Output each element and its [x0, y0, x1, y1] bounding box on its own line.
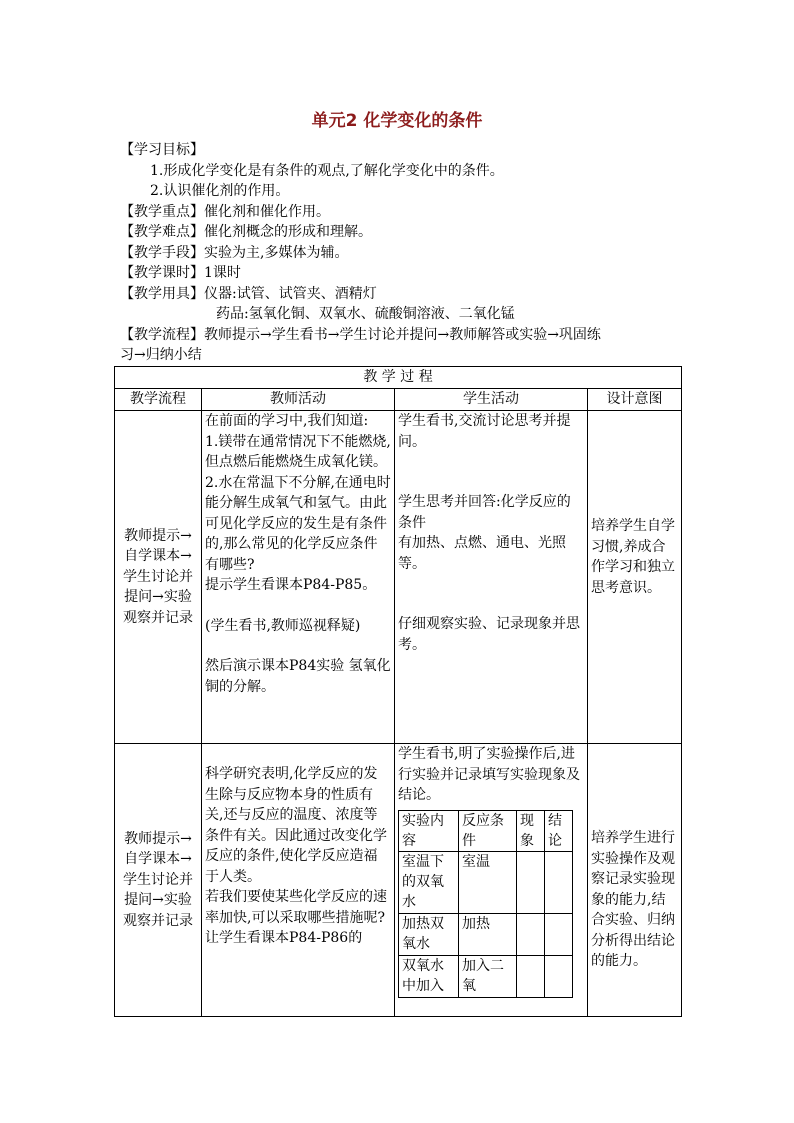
row1-teacher-text: 在前面的学习中,我们知道: [205, 413, 369, 429]
process-table [114, 366, 682, 1017]
teaching-flow-line1: 【教学流程】教师提示→学生看书→学生讨论并提问→教师解答或实验→巩固练 [120, 326, 601, 343]
objectives-label: 【学习目标】 [120, 142, 204, 158]
table-row [115, 411, 682, 744]
row2-student-text: 学生看书,明了实验操作后,进行实验并记录填写实验现象及结论。 [398, 746, 580, 803]
inner-cell: 室温下的双氧水 [399, 851, 459, 913]
inner-cell [545, 913, 573, 955]
row2-intent [588, 744, 682, 1017]
inner-cell [545, 955, 573, 997]
row2-teacher-text: 科学研究表明,化学反应的发生除与反应物本身的性质有关,还与反应的温度、浓度等条件有关。因此通过改变化学反应的条件,使化学反应造福于人类。 [205, 766, 387, 885]
row2-teacher [202, 744, 395, 1017]
inner-header: 实验内容 [399, 810, 459, 851]
inner-header: 结论 [545, 810, 573, 851]
row1-student-text: 有加热、点燃、通电、光照等。 [398, 535, 566, 572]
row1-teacher-text: 然后演示课本P84实验 氢氧化铜的分解。 [205, 658, 391, 695]
lesson-info [120, 140, 700, 366]
inner-cell: 加热双氧水 [399, 913, 459, 955]
inner-cell: 室温 [459, 851, 517, 913]
row1-teacher-text: 1.镁带在通常情况下不能燃烧,但点燃后能燃烧生成氧化镁。2.水在常温下不分解,在通电时能分解生成氧气和氢气。由此可见化学反应的发生是有条件的,那么常见的化学反应条件有哪些? [205, 433, 391, 573]
header-student: 学生活动 [395, 389, 588, 411]
objective-item: 2.认识催化剂的作用。 [150, 183, 290, 199]
row1-flow [115, 411, 202, 744]
row2-student [395, 744, 588, 1017]
row1-student-text: 学生思考并回答:化学反应的条件 [398, 494, 571, 531]
inner-cell [517, 955, 545, 997]
teaching-tools: 【教学用具】仪器:试管、试管夹、酒精灯 [120, 285, 377, 302]
teaching-drugs: 药品:氢氧化铜、双氧水、硫酸铜溶液、二氧化锰 [216, 306, 515, 322]
difficulty: 【教学难点】催化剂概念的形成和理解。 [120, 224, 372, 240]
row1-student [395, 411, 588, 744]
row2-teacher-text: 若我们要使某些化学反应的速率加快,可以采取哪些措施呢? [205, 889, 387, 926]
row1-student-text: 仔细观察实验、记录现象并思考。 [398, 616, 580, 653]
inner-cell: 双氧水中加入 [399, 955, 459, 997]
row1-student-text: 学生看书,交流讨论思考并提问。 [398, 413, 571, 450]
key-point: 【教学重点】催化剂和催化作用。 [120, 203, 330, 220]
header-intent: 设计意图 [588, 389, 682, 411]
inner-cell [517, 913, 545, 955]
row1-teacher-text: (学生看书,教师巡视释疑) [205, 617, 361, 634]
teaching-method: 【教学手段】实验为主,多媒体为辅。 [120, 244, 349, 261]
row1-teacher [202, 411, 395, 744]
row1-intent [588, 411, 682, 744]
row2-flow-text: 教师提示→自学课本→学生讨论并提问→实验观察并记录 [123, 830, 193, 929]
inner-header: 现象 [517, 810, 545, 851]
experiment-table [398, 810, 573, 998]
row1-teacher-text: 提示学生看课本P84-P85。 [205, 577, 377, 593]
inner-header: 反应条件 [459, 810, 517, 851]
teaching-hours: 【教学课时】1课时 [120, 265, 241, 281]
header-flow: 教学流程 [115, 389, 202, 411]
inner-cell [545, 851, 573, 913]
header-teacher: 教师活动 [202, 389, 395, 411]
table-caption: 教 学 过 程 [115, 367, 682, 389]
teaching-flow-line2: 习→归纳小结 [120, 347, 202, 363]
table-row [115, 744, 682, 1017]
inner-cell: 加热 [459, 913, 517, 955]
row1-flow-text: 教师提示→自学课本→学生讨论并提问→实验观察并记录 [123, 527, 193, 626]
page-title: 单元2 化学变化的条件 [311, 111, 483, 131]
row2-intent-text: 培养学生进行实验操作及观察记录实验现象的能力,结合实验、归纳分析得出结论的能力。 [591, 830, 675, 970]
inner-cell [517, 851, 545, 913]
inner-cell: 加入二氧 [459, 955, 517, 997]
row2-flow [115, 744, 202, 1017]
objective-item: 1.形成化学变化是有条件的观点,了解化学变化中的条件。 [150, 162, 504, 179]
row2-teacher-text: 让学生看课本P84-P86的 [205, 930, 363, 946]
row1-intent-text: 培养学生自学习惯,养成合作学习和独立思考意识。 [591, 518, 675, 596]
